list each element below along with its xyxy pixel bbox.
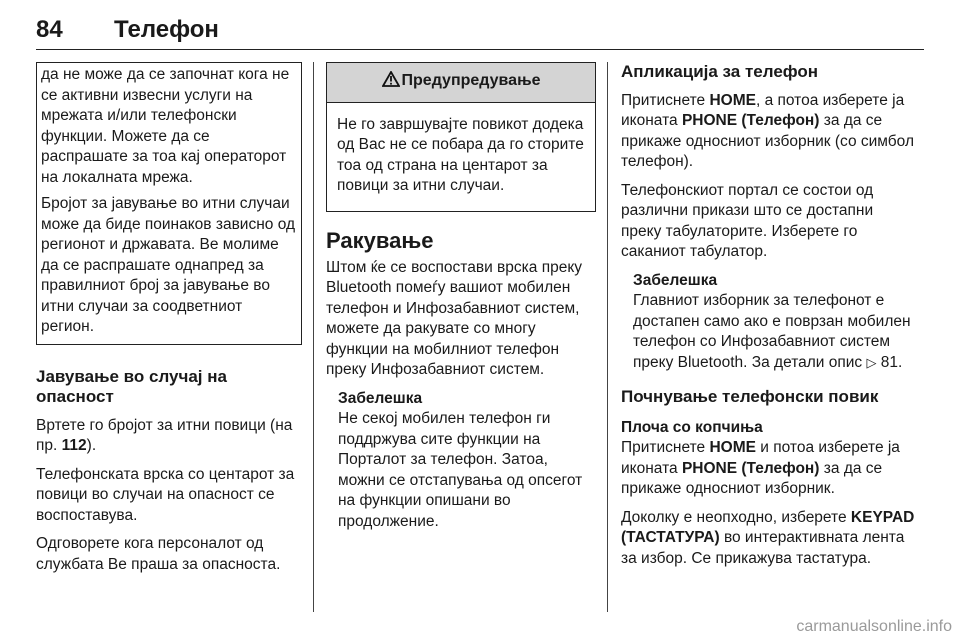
paragraph: Одговорете кога персоналот од службата Ве праша за опасноста.: [36, 535, 281, 573]
column-divider: [313, 62, 314, 612]
section-heading: Јавување во случај на опасност: [36, 366, 227, 406]
paragraph: Притиснете HOME, а потоа изберете ја иконата PHONE (Телефон) за да се прикаже односниот изборник (со симбол телефон).: [621, 91, 914, 170]
watermark: carmanualsonline.info: [796, 618, 952, 635]
paragraph: Притиснете HOME и потоа изберете ја иконата PHONE (Телефон) за да се прикаже односниот изборник.: [621, 439, 900, 497]
running-title: Телефон: [114, 16, 219, 43]
note: [338, 389, 596, 533]
section-heading: Апликација за телефон: [621, 62, 819, 81]
warning-triangle-icon: [382, 71, 400, 94]
paragraph: Телефонскиот портал се состои од различни прикази што се достапни преку табулаторите. Изберете го саканиот табулатор.: [621, 181, 874, 260]
warning-box: [326, 62, 596, 212]
note-title: Забелешка: [338, 389, 423, 407]
box-paragraph: Бројот за јавување во итни случаи може да биде поинаков зависно од регионот и државата. Ве молиме да се распрашате однапред за правилниот број за јавување во итни случаи за соодветниот регион.: [41, 195, 296, 335]
phone-icon-label: PHONE (Телефон): [681, 459, 820, 477]
box-paragraph: да не може да се започнат кога не се активни извесни услуги на мрежата и/или телефонски функции. Можете да се распрашате за тоа кај операторот на локалната мрежа.: [41, 66, 290, 186]
subheading: Плоча со копчиња: [621, 418, 763, 436]
home-key-label: HOME: [709, 91, 756, 109]
note-text: Главниот изборник за телефонот е достапен само ако е поврзан мобилен телефон со Инфозабавниот систем преку Bluetooth. За детали опис ▷ 81.: [633, 292, 911, 371]
page-reference-icon: ▷: [866, 354, 877, 370]
page-number: 84: [36, 16, 63, 43]
note-text: Не секој мобилен телефон ги поддржува сите функции на Порталот за телефон. Затоа, можни се отстапувања од опсегот на функции опишани во продолжение.: [338, 410, 583, 530]
continued-box: [36, 62, 302, 345]
paragraph: Штом ќе се воспостави врска преку Bluetooth помеѓу вашиот мобилен телефон и Инфозабавниот систем, можете да ракувате со многу функции на мобилниот телефон преку Инфозабавниот систем.: [326, 258, 583, 378]
column-divider: [607, 62, 608, 612]
paragraph: Телефонската врска со центарот за повици во случаи на опасност се воспоставува.: [36, 465, 295, 524]
header-rule: [36, 49, 924, 50]
column-3: [621, 62, 917, 577]
section-heading: Почнување телефонски повик: [621, 387, 879, 406]
emergency-number: 112: [61, 437, 87, 454]
paragraph: Доколку е неопходно, изберете KEYPAD (ТАСТАТУРА) во интерактивната лента за избор. Се прикажува тастатура.: [621, 508, 915, 567]
warning-text: Не го завршувајте повикот додека од Вас не се побара да го сторите тоа од страна на центарот за повици за итни случаи.: [337, 115, 584, 194]
home-key-label: HOME: [709, 439, 756, 456]
phone-icon-label: PHONE (Телефон): [681, 112, 820, 129]
paragraph: Вртете го бројот за итни повици (на пр. 112).: [36, 416, 293, 454]
keypad-label: KEYPAD (ТАСТАТУРА): [621, 508, 915, 546]
warning-title: Предупредување: [327, 63, 595, 103]
column-1: [36, 62, 302, 583]
page-header: [36, 8, 924, 50]
page-reference[interactable]: 81: [880, 353, 899, 371]
note: [633, 271, 917, 374]
column-2: [326, 62, 596, 540]
section-heading: Ракување: [326, 227, 434, 253]
note-title: Забелешка: [633, 271, 718, 289]
